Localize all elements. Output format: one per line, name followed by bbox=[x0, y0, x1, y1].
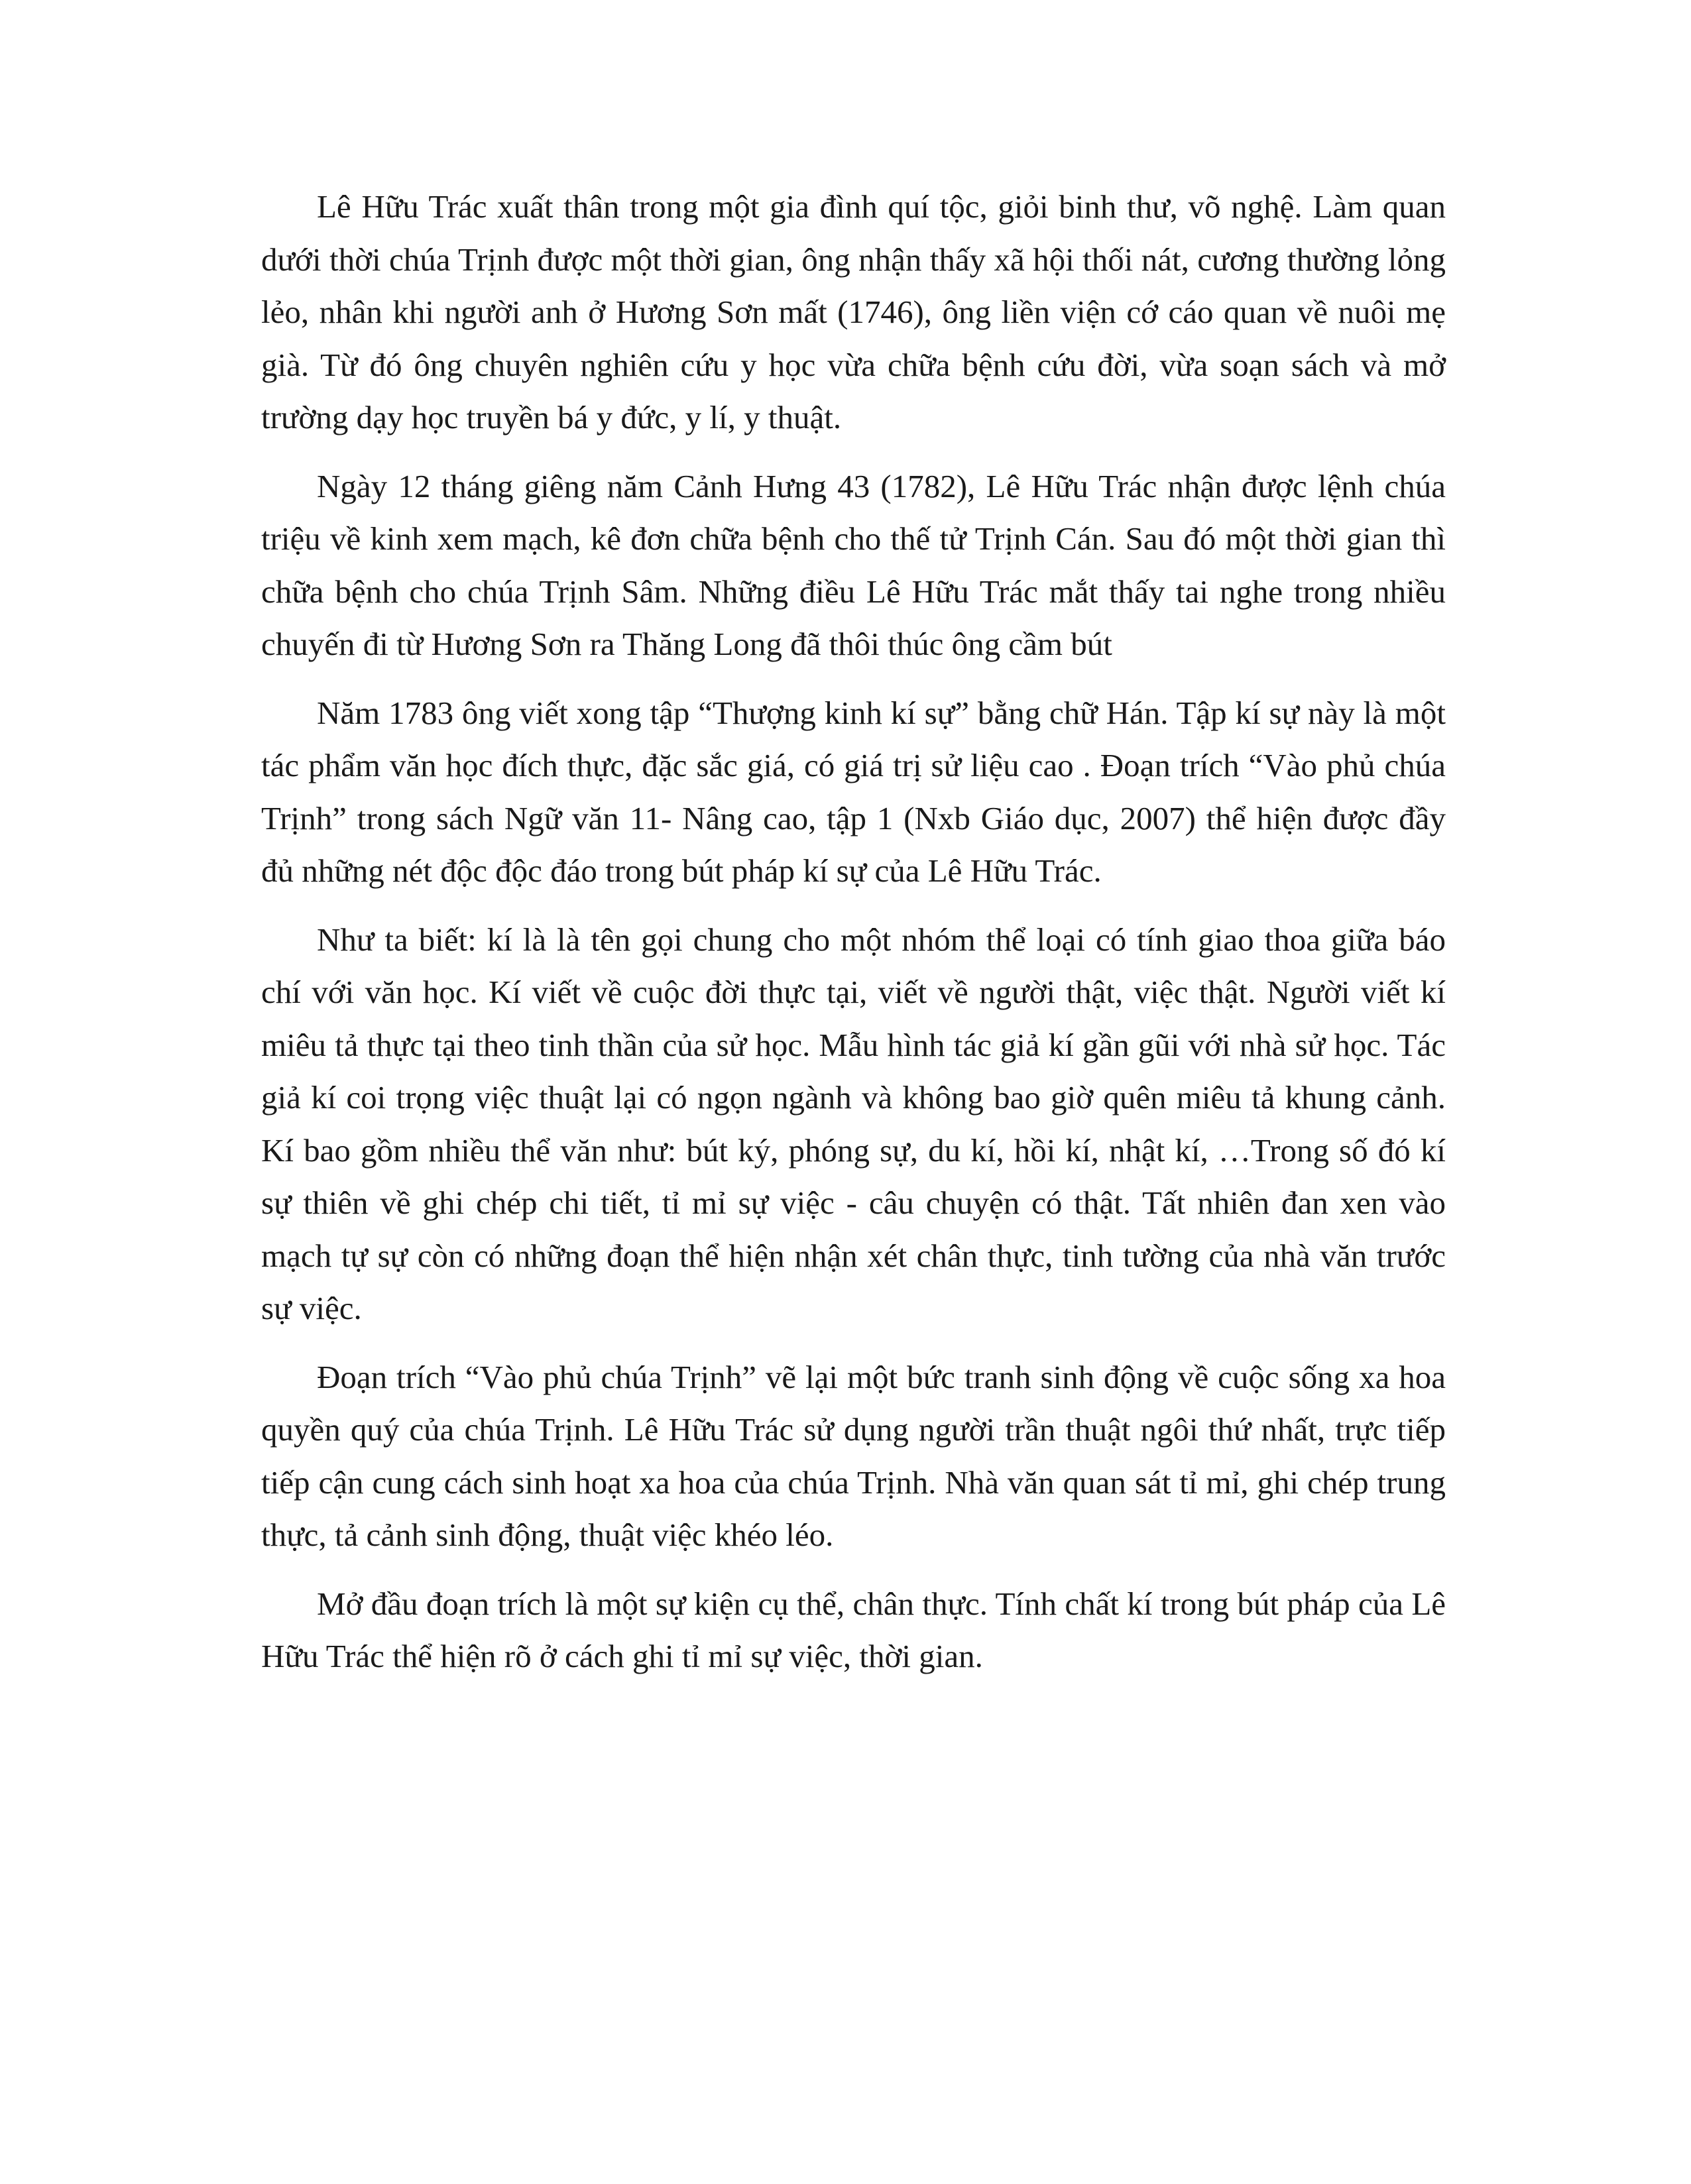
paragraph-1: Lê Hữu Trác xuất thân trong một gia đình quí tộc, giỏi binh thư, võ nghệ. Làm quan dưới thời chúa Trịnh được một thời gian, ông nhận thấy xã hội thối nát, cương thường lỏng lẻo, nhân khi người anh ở Hương Sơn mất (1746), ông liền viện cớ cáo quan về nuôi mẹ già. Từ đó ông chuyên nghiên cứu y học vừa chữa bệnh cứu đời, vừa soạn sách và mở trường dạy học truyền bá y đức, y lí, y thuật. bbox=[261, 188, 1446, 435]
paragraph-5: Đoạn trích “Vào phủ chúa Trịnh” vẽ lại một bức tranh sinh động về cuộc sống xa hoa quyền quý của chúa Trịnh. Lê Hữu Trác sử dụng người trần thuật ngôi thứ nhất, trực tiếp tiếp cận cung cách sinh hoạt xa hoa của chúa Trịnh. Nhà văn quan sát tỉ mỉ, ghi chép trung thực, tả cảnh sinh động, thuật việc khéo léo. bbox=[261, 1358, 1446, 1553]
paragraph-4: Như ta biết: kí là là tên gọi chung cho một nhóm thể loại có tính giao thoa giữa báo chí với văn học. Kí viết về cuộc đời thực tại, viết về người thật, việc thật. Người viết kí miêu tả thực tại theo tinh thần của sử học. Mẫu hình tác giả kí gần gũi với nhà sử học. Tác giả kí coi trọng việc thuật lại có ngọn ngành và không bao giờ quên miêu tả khung cảnh. Kí bao gồm nhiều thể văn như: bút ký, phóng sự, du kí, hồi kí, nhật kí, …Trong số đó kí sự thiên về ghi chép chi tiết, tỉ mỉ sự việc - câu chuyện có thật. Tất nhiên đan xen vào mạch tự sự còn có những đoạn thể hiện nhận xét chân thực, tinh tường của nhà văn trước sự việc. bbox=[261, 921, 1446, 1326]
paragraph-3: Năm 1783 ông viết xong tập “Thượng kinh kí sự” bằng chữ Hán. Tập kí sự này là một tác phẩm văn học đích thực, đặc sắc giá, có giá trị sử liệu cao . Đoạn trích “Vào phủ chúa Trịnh” trong sách Ngữ văn 11- Nâng cao, tập 1 (Nxb Giáo dục, 2007) thể hiện được đầy đủ những nét độc độc đáo trong bút pháp kí sự của Lê Hữu Trác. bbox=[261, 694, 1446, 889]
paragraph-6: Mở đầu đoạn trích là một sự kiện cụ thể, chân thực. Tính chất kí trong bút pháp của Lê Hữu Trác thể hiện rõ ở cách ghi tỉ mỉ sự việc, thời gian. bbox=[261, 1585, 1446, 1674]
paragraph-2: Ngày 12 tháng giêng năm Cảnh Hưng 43 (1782), Lê Hữu Trác nhận được lệnh chúa triệu về kinh xem mạch, kê đơn chữa bệnh cho thế tử Trịnh Cán. Sau đó một thời gian thì chữa bệnh cho chúa Trịnh Sâm. Những điều Lê Hữu Trác mắt thấy tai nghe trong nhiều chuyến đi từ Hương Sơn ra Thăng Long đã thôi thúc ông cầm bút bbox=[261, 467, 1446, 662]
body-text bbox=[261, 180, 1446, 1699]
